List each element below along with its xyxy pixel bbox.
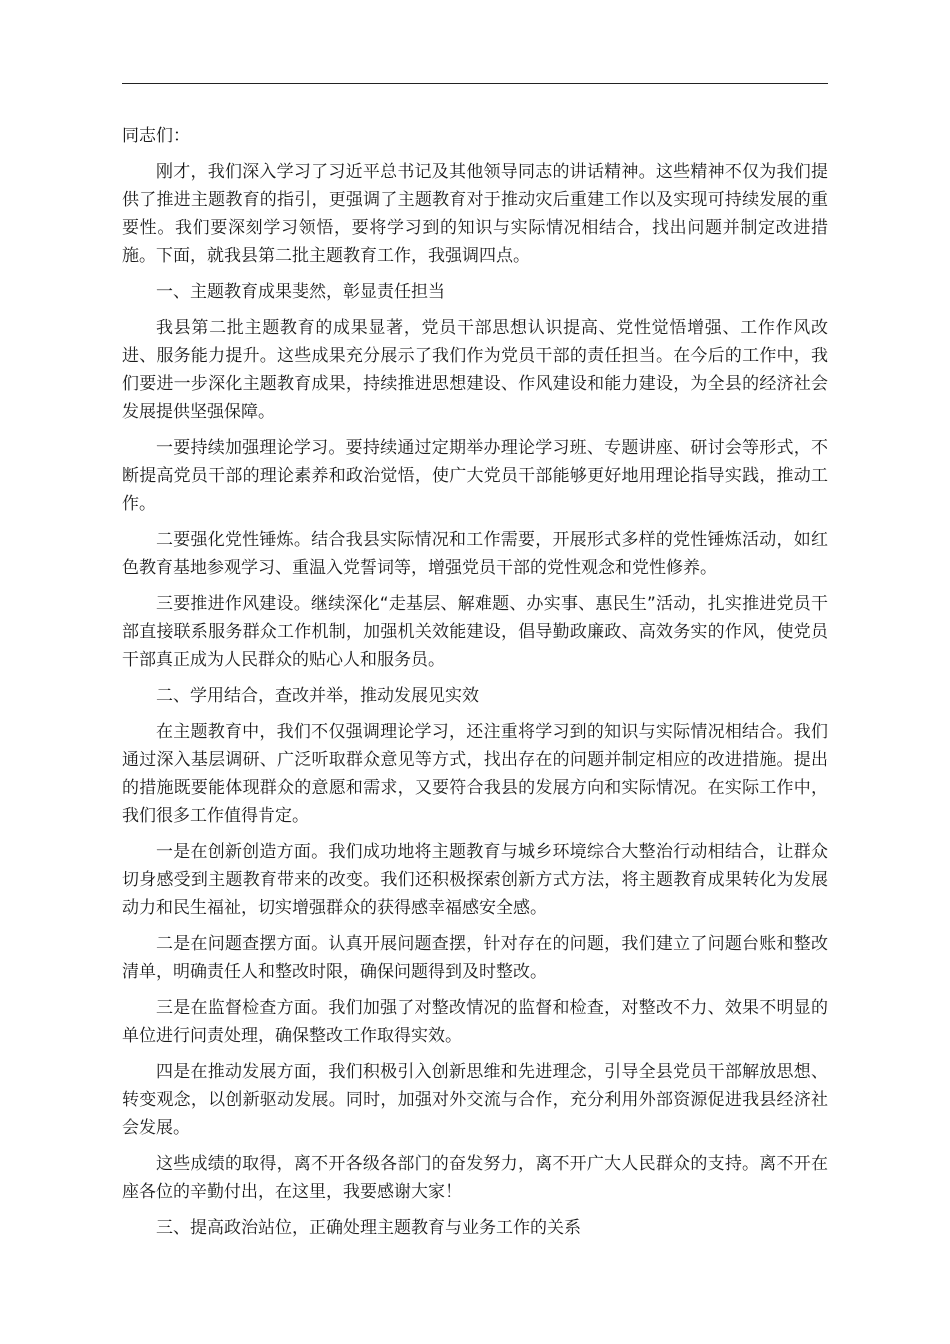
section-heading-1: 一、主题教育成果斐然，彰显责任担当: [156, 282, 445, 302]
paragraph: 四是在推动发展方面，我们积极引入创新思维和先进理念，引导全县党员干部解放思想、转变观念，以创新驱动发展。同时，加强对外交流与合作，充分利用外部资源促进我县经济社会发展。: [122, 1062, 828, 1138]
paragraph-intro: 刚才，我们深入学习了习近平总书记及其他领导同志的讲话精神。这些精神不仅为我们提供了推进主题教育的指引，更强调了主题教育对于推动灾后重建工作以及实现可持续发展的重要性。我们要深刻学习领悟，要将学习到的知识与实际情况相结合，找出问题并制定改进措施。下面，就我县第二批主题教育工作，我强调四点。: [122, 162, 828, 266]
paragraph: 一是在创新创造方面。我们成功地将主题教育与城乡环境综合大整治行动相结合，让群众切身感受到主题教育带来的改变。我们还积极探索创新方式方法，将主题教育成果转化为发展动力和民生福祉，切实增强群众的获得感幸福感安全感。: [122, 842, 828, 918]
paragraph: 二是在问题查摆方面。认真开展问题查摆，针对存在的问题，我们建立了问题台账和整改清单，明确责任人和整改时限，确保问题得到及时整改。: [122, 934, 828, 982]
paragraph: 一要持续加强理论学习。要持续通过定期举办理论学习班、专题讲座、研讨会等形式，不断提高党员干部的理论素养和政治觉悟，使广大党员干部能够更好地用理论指导实践，推动工作。: [122, 438, 828, 514]
section-heading-2: 二、学用结合，查改并举，推动发展见实效: [156, 686, 479, 706]
document-body: [122, 122, 828, 1250]
paragraph: 二要强化党性锤炼。结合我县实际情况和工作需要，开展形式多样的党性锤炼活动，如红色教育基地参观学习、重温入党誓词等，增强党员干部的党性观念和党性修养。: [122, 530, 828, 578]
paragraph: 三要推进作风建设。继续深化“走基层、解难题、办实事、惠民生”活动，扎实推进党员干部直接联系服务群众工作机制，加强机关效能建设，倡导勤政廉政、高效务实的作风，使党员干部真正成为人民群众的贴心人和服务员。: [122, 594, 828, 670]
paragraph: 三是在监督检查方面。我们加强了对整改情况的监督和检查，对整改不力、效果不明显的单位进行问责处理，确保整改工作取得实效。: [122, 998, 828, 1046]
section-heading-3: 三、提高政治站位，正确处理主题教育与业务工作的关系: [156, 1218, 581, 1238]
paragraph: 在主题教育中，我们不仅强调理论学习，还注重将学习到的知识与实际情况相结合。我们通过深入基层调研、广泛听取群众意见等方式，找出存在的问题并制定相应的改进措施。提出的措施既要能体现群众的意愿和需求，又要符合我县的发展方向和实际情况。在实际工作中，我们很多工作值得肯定。: [122, 722, 828, 826]
paragraph: 这些成绩的取得，离不开各级各部门的奋发努力，离不开广大人民群众的支持。离不开在座各位的辛勤付出，在这里，我要感谢大家！: [122, 1154, 828, 1202]
header-rule: [122, 83, 828, 84]
paragraph: 我县第二批主题教育的成果显著，党员干部思想认识提高、党性觉悟增强、工作作风改进、服务能力提升。这些成果充分展示了我们作为党员干部的责任担当。在今后的工作中，我们要进一步深化主题教育成果，持续推进思想建设、作风建设和能力建设，为全县的经济社会发展提供坚强保障。: [122, 318, 828, 422]
salutation: 同志们：: [122, 126, 190, 146]
